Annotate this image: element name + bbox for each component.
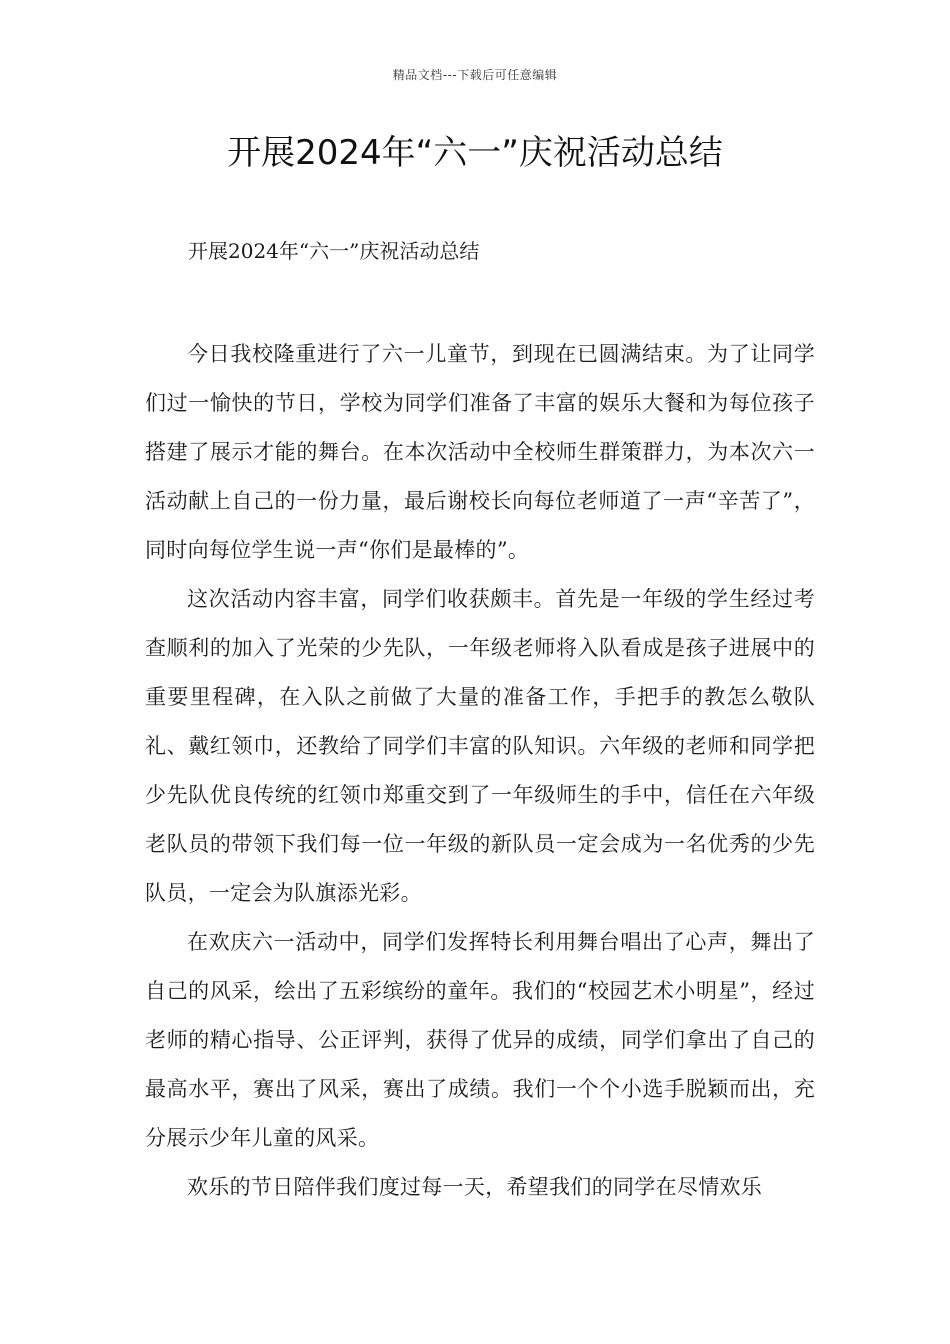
paragraph: 欢乐的节日陪伴我们度过每一天，希望我们的同学在尽情欢乐: [187, 1175, 763, 1199]
paragraph: 这次活动内容丰富，同学们收获颇丰。首先是一年级的学生经过考查顺利的加入了光荣的少先队，一年级老师将入队看成是孩子进展中的重要里程碑，在入队之前做了大量的准备工作，手把手的教怎么敬队礼、戴红领巾，还教给了同学们丰富的队知识。六年级的老师和同学把少先队优良传统的红领巾郑重交到了一年级师生的手中，信任在六年级老队员的带领下我们每一位一年级的新队员一定会成为一名优秀的少先队员，一定会为队旗添光彩。: [145, 587, 815, 905]
document-subtitle: 开展2024年“六一”庆祝活动总结: [188, 239, 480, 263]
body-text: [145, 330, 815, 1212]
header-note: 精品文档---下载后可任意编辑: [392, 68, 558, 82]
paragraph: 今日我校隆重进行了六一儿童节，到现在已圆满结束。为了让同学们过一愉快的节日，学校为同学们准备了丰富的娱乐大餐和为每位孩子搭建了展示才能的舞台。在本次活动中全校师生群策群力，为本次六一活动献上自己的一份力量，最后谢校长向每位老师道了一声“辛苦了”，同时向每位学生说一声“你们是最棒的”。: [145, 342, 815, 562]
paragraph: 在欢庆六一活动中，同学们发挥特长利用舞台唱出了心声，舞出了自己的风采，绘出了五彩缤纷的童年。我们的“校园艺术小明星”，经过老师的精心指导、公正评判，获得了优异的成绩，同学们拿出了自己的最高水平，赛出了风采，赛出了成绩。我们一个个小选手脱颖而出，充分展示少年儿童的风采。: [145, 930, 815, 1150]
document-title: 开展2024年“六一”庆祝活动总结: [227, 133, 723, 173]
